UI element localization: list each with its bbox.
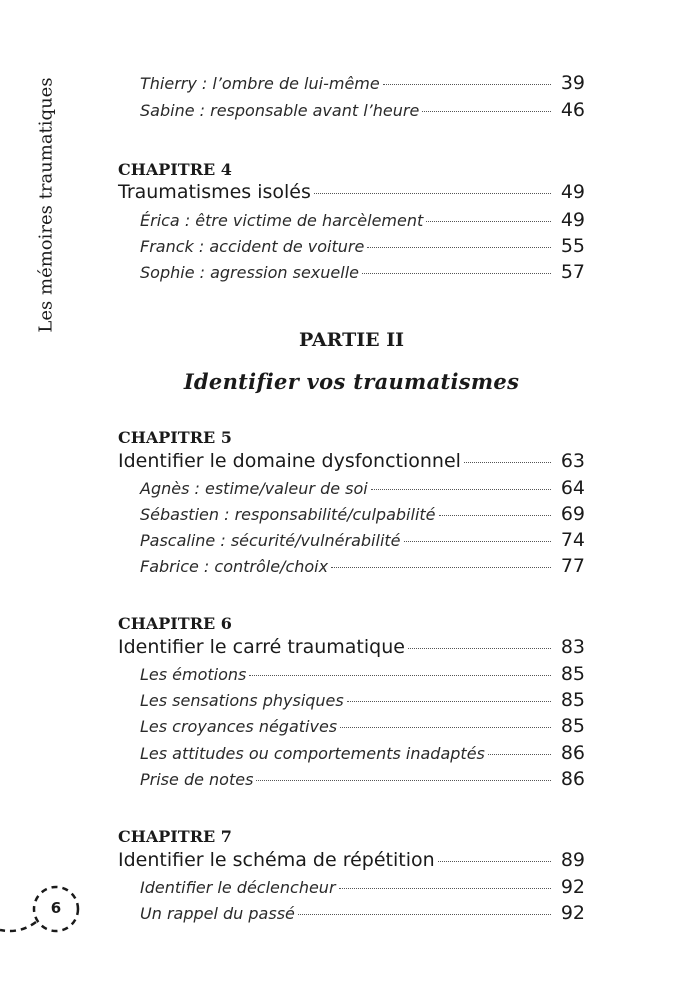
toc-entry-label: Sébastien : responsabilité/culpabilité — [140, 505, 436, 524]
chapter-page: 89 — [560, 849, 585, 871]
leader-dots — [256, 780, 551, 781]
chapter-4-title-row[interactable] — [118, 181, 585, 203]
toc-entry-page: 39 — [560, 72, 585, 94]
toc-entry-page: 86 — [560, 742, 585, 764]
toc-entry-page: 92 — [560, 876, 585, 898]
toc-entry-label: Prise de notes — [140, 770, 254, 789]
toc-entry-page: 55 — [560, 235, 585, 257]
chapter-6-heading: CHAPITRE 6 — [118, 614, 232, 633]
chapter-page: 63 — [560, 450, 585, 472]
toc-entry-label: Sabine : responsable avant l’heure — [140, 101, 420, 120]
toc-entry[interactable] — [140, 663, 585, 685]
leader-dots — [367, 247, 551, 248]
toc-entry-page: 85 — [560, 663, 585, 685]
toc-entry[interactable] — [140, 99, 585, 121]
toc-entry[interactable] — [140, 529, 585, 551]
leader-dots — [314, 193, 551, 194]
toc-entry-label: Les sensations physiques — [140, 691, 344, 710]
toc-entry[interactable] — [140, 503, 585, 525]
chapter-6-title-row[interactable] — [118, 636, 585, 658]
leader-dots — [404, 541, 551, 542]
leader-dots — [383, 84, 551, 85]
chapter-title: Identifier le schéma de répétition — [118, 849, 435, 871]
leader-dots — [439, 515, 552, 516]
leader-dots — [347, 701, 551, 702]
toc-entry-page: 85 — [560, 689, 585, 711]
part-2-subtitle: Identifier vos traumatismes — [183, 369, 520, 394]
leader-dots — [362, 273, 551, 274]
toc-entry-page: 77 — [560, 555, 585, 577]
chapter-7-heading: CHAPITRE 7 — [118, 827, 232, 846]
toc-entry-label: Franck : accident de voiture — [140, 237, 365, 256]
toc-entry-page: 74 — [560, 529, 585, 551]
chapter-title: Identifier le carré traumatique — [118, 636, 405, 658]
toc-entry-page: 57 — [560, 261, 585, 283]
leader-dots — [422, 111, 551, 112]
chapter-title: Traumatismes isolés — [118, 181, 311, 203]
toc-entry[interactable] — [140, 742, 585, 764]
chapter-4-heading: CHAPITRE 4 — [118, 160, 232, 179]
leader-dots — [298, 914, 551, 915]
toc-entry-label: Pascaline : sécurité/vulnérabilité — [140, 531, 401, 550]
leader-dots — [340, 727, 551, 728]
toc-entry-label: Fabrice : contrôle/choix — [140, 557, 329, 576]
toc-entry-label: Identifier le déclencheur — [140, 878, 336, 897]
toc-entry-label: Les attitudes ou comportements inadaptés — [140, 744, 485, 763]
toc-entry-label: Un rappel du passé — [140, 904, 295, 923]
leader-dots — [339, 888, 551, 889]
toc-entry-page: 92 — [560, 902, 585, 924]
leader-dots — [488, 754, 551, 755]
leader-dots — [331, 567, 551, 568]
page-number: 6 — [50, 899, 62, 917]
toc-entry[interactable] — [140, 902, 585, 924]
toc-entry[interactable] — [140, 477, 585, 499]
toc-entry[interactable] — [140, 555, 585, 577]
chapter-5-title-row[interactable] — [118, 450, 585, 472]
toc-entry[interactable] — [140, 72, 585, 94]
toc-entry-label: Les émotions — [140, 665, 247, 684]
leader-dots — [371, 489, 551, 490]
toc-entry-page: 64 — [560, 477, 585, 499]
toc-entry-label: Les croyances négatives — [140, 717, 338, 736]
toc-entry-label: Agnès : estime/valeur de soi — [140, 479, 368, 498]
toc-entry-page: 49 — [560, 209, 585, 231]
toc-entry[interactable] — [140, 209, 585, 231]
toc-entry-label: Érica : être victime de harcèlement — [140, 211, 424, 230]
chapter-title: Identifier le domaine dysfonctionnel — [118, 450, 461, 472]
leader-dots — [249, 675, 551, 676]
toc-entry[interactable] — [140, 235, 585, 257]
toc-entry-page: 86 — [560, 768, 585, 790]
toc-entry-page: 46 — [560, 99, 585, 121]
toc-entry[interactable] — [140, 689, 585, 711]
toc-entry-label: Sophie : agression sexuelle — [140, 263, 359, 282]
toc-entry[interactable] — [140, 715, 585, 737]
running-title: Les mémoires traumatiques — [35, 77, 57, 333]
leader-dots — [464, 462, 551, 463]
leader-dots — [438, 861, 551, 862]
chapter-5-heading: CHAPITRE 5 — [118, 428, 232, 447]
toc-entry-page: 69 — [560, 503, 585, 525]
leader-dots — [408, 648, 551, 649]
toc-entry-label: Thierry : l’ombre de lui-même — [140, 74, 380, 93]
toc-entry[interactable] — [140, 876, 585, 898]
part-2-heading: PARTIE II — [298, 329, 404, 351]
chapter-page: 83 — [560, 636, 585, 658]
leader-dots — [426, 221, 551, 222]
toc-entry[interactable] — [140, 768, 585, 790]
toc-entry-page: 85 — [560, 715, 585, 737]
chapter-page: 49 — [560, 181, 585, 203]
toc-entry[interactable] — [140, 261, 585, 283]
chapter-7-title-row[interactable] — [118, 849, 585, 871]
